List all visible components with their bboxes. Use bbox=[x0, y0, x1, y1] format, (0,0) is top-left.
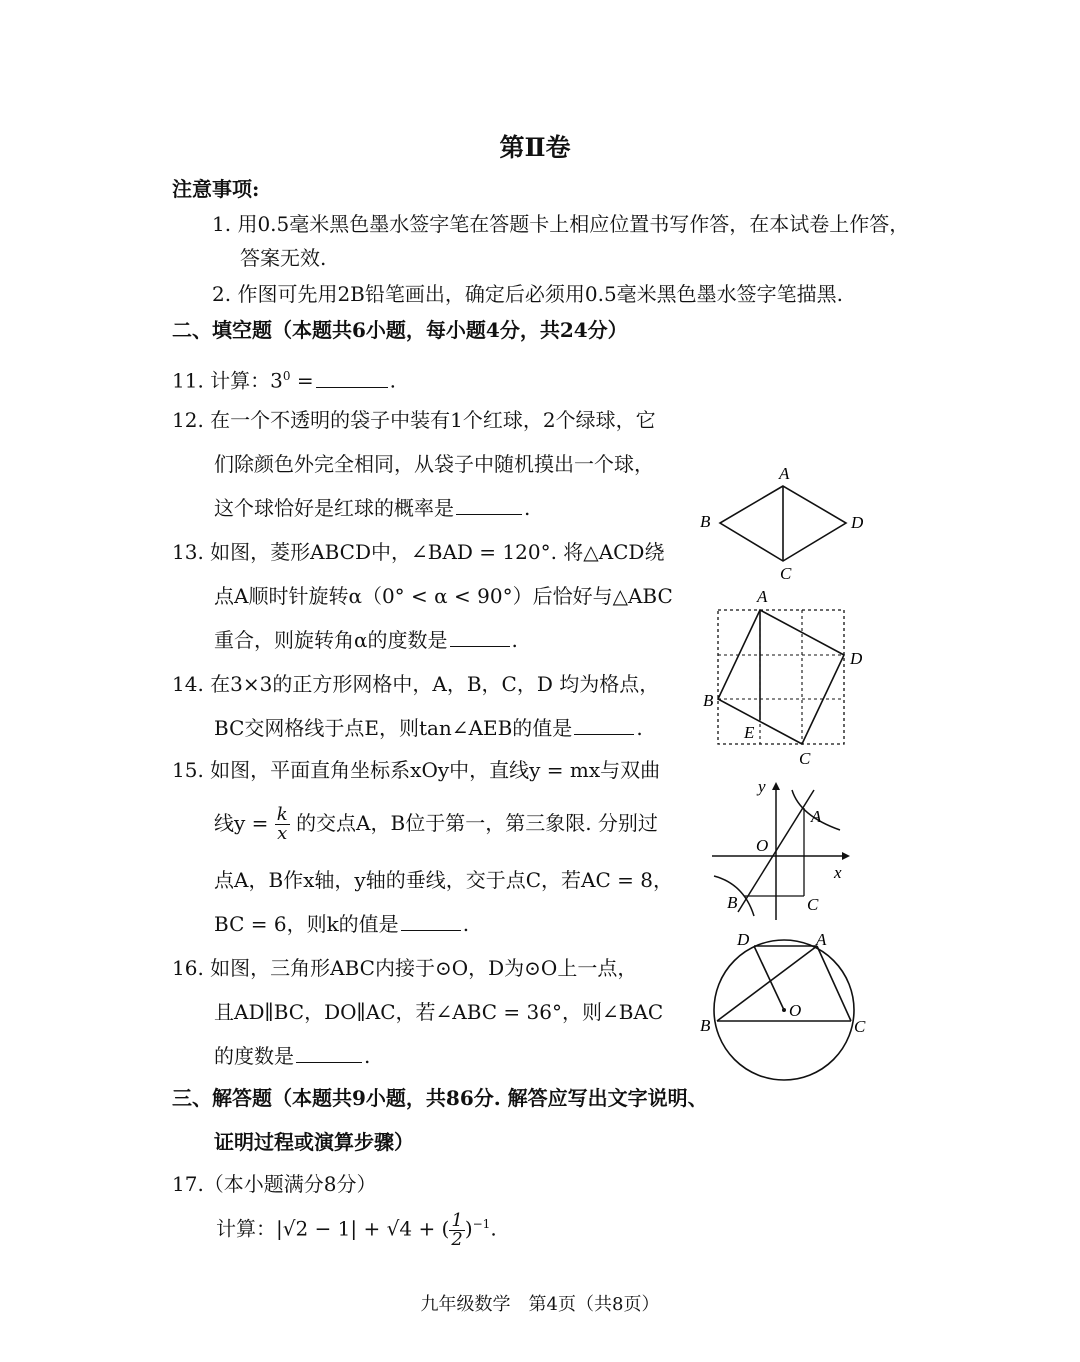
coord-label-b: B bbox=[727, 893, 738, 912]
q15-line-1: 15. 如图，平面直角坐标系xOy中，直线y = mx与双曲 bbox=[172, 758, 661, 782]
q14-answer-blank bbox=[574, 714, 634, 735]
q15-frac-den: x bbox=[277, 823, 288, 844]
q16-line-1: 16. 如图，三角形ABC内接于⊙O，D为⊙O上一点， bbox=[172, 956, 638, 980]
rhombus-label-b: B bbox=[700, 512, 711, 531]
q12-answer-blank bbox=[456, 494, 522, 515]
q12-line-2: 们除颜色外完全相同，从袋子中随机摸出一个球， bbox=[214, 452, 654, 476]
q11-answer-blank bbox=[316, 367, 388, 388]
q15-line-4-wrap: BC = 6，则k的值是 . bbox=[214, 912, 470, 936]
q17-fraction bbox=[449, 1209, 464, 1250]
q17-frac-num: 1 bbox=[451, 1209, 463, 1231]
q14-line-2: BC交网格线于点E，则tan∠AEB的值是 bbox=[214, 716, 573, 740]
grid-label-a: A bbox=[757, 587, 768, 606]
q13-line-1: 13. 如图，菱形ABCD中，∠BAD = 120°. 将△ACD绕 bbox=[172, 540, 665, 564]
chord-ab bbox=[717, 946, 817, 1021]
q13-line-3-wrap: 重合，则旋转角α的度数是 . bbox=[214, 628, 518, 652]
q15-line-4: BC = 6，则k的值是 bbox=[214, 912, 399, 936]
note-1-line-1: 1. 用0.5毫米黑色墨水签字笔在答题卡上相应位置书写作答，在本试卷上作答， bbox=[212, 212, 910, 236]
q11-exponent: 0 bbox=[282, 369, 291, 383]
rhombus-label-c: C bbox=[780, 564, 792, 583]
q15-line-2-post: 的交点A，B位于第一，第三象限. 分别过 bbox=[296, 811, 658, 835]
rhombus-figure bbox=[690, 455, 880, 590]
q13-line-3: 重合，则旋转角α的度数是 bbox=[214, 628, 448, 652]
q17-expr-suffix: . bbox=[490, 1216, 497, 1241]
q15-answer-blank bbox=[401, 910, 461, 931]
q14-line-2-wrap: BC交网格线于点E，则tan∠AEB的值是 . bbox=[214, 716, 643, 740]
q16-answer-blank bbox=[296, 1042, 362, 1063]
circle-figure bbox=[695, 925, 880, 1090]
section-3-heading-line-2: 证明过程或演算步骤） bbox=[214, 1130, 414, 1154]
q12-line-1: 12. 在一个不透明的袋子中装有1个红球，2个绿球，它 bbox=[172, 408, 656, 432]
grid-label-c: C bbox=[799, 749, 811, 768]
note-1-line-2: 答案无效. bbox=[240, 246, 327, 270]
circle-label-c: C bbox=[854, 1017, 866, 1036]
q15-line-2 bbox=[214, 806, 658, 843]
y-axis-arrow bbox=[772, 782, 780, 790]
q13-answer-blank bbox=[450, 626, 510, 647]
grid-label-e: E bbox=[744, 723, 755, 742]
q11-prefix: 11. 计算：3 bbox=[172, 368, 283, 393]
page-title: 第Ⅱ卷 bbox=[499, 133, 571, 162]
section-3-heading-line-1: 三、解答题（本题共9小题，共86分. 解答应写出文字说明、 bbox=[172, 1086, 708, 1110]
segment-do bbox=[754, 946, 784, 1010]
circle-label-b: B bbox=[700, 1016, 711, 1035]
coord-label-c: C bbox=[807, 895, 819, 914]
coord-label-y: y bbox=[758, 777, 766, 796]
q16-line-2: 且AD∥BC，DO∥AC，若∠ABC = 36°，则∠BAC bbox=[214, 1000, 664, 1024]
q14-line-1: 14. 在3×3的正方形网格中，A，B，C，D 均为格点， bbox=[172, 672, 660, 696]
q15-fraction bbox=[275, 806, 290, 843]
coord-label-a: A bbox=[811, 807, 822, 826]
q11-suffix: = bbox=[290, 368, 314, 393]
q12-line-3-wrap: 这个球恰好是红球的概率是 . bbox=[214, 496, 531, 520]
grid-quadrilateral bbox=[718, 610, 844, 744]
circle-label-d: D bbox=[737, 930, 750, 949]
grid-border bbox=[718, 610, 844, 744]
q17-expression: 计算：|√2 − 1| + √4 + ( $\frac{1}{2}$ )$^{-1}$. bbox=[216, 1209, 497, 1250]
q15-line-2-pre: 线y = bbox=[214, 811, 269, 835]
x-axis-arrow bbox=[842, 852, 850, 860]
question-11: 11. 计算：$3^0$ = . bbox=[172, 368, 397, 393]
rhombus-label-d: D bbox=[851, 513, 864, 532]
grid-label-b: B bbox=[703, 691, 714, 710]
grid-figure bbox=[695, 585, 880, 770]
note-2: 2. 作图可先用2B铅笔画出，确定后必须用0.5毫米黑色墨水签字笔描黑. bbox=[212, 282, 844, 306]
center-point bbox=[782, 1008, 786, 1012]
q16-line-3-wrap: 的度数是 . bbox=[214, 1044, 371, 1068]
q17-heading: 17.（本小题满分8分） bbox=[172, 1172, 377, 1196]
q13-line-2: 点A顺时针旋转α（0° < α < 90°）后恰好与△ABC bbox=[214, 584, 673, 608]
chord-ac bbox=[817, 946, 851, 1021]
circle-label-o: O bbox=[789, 1001, 802, 1020]
q17-exponent: −1 bbox=[472, 1217, 491, 1231]
section-2-heading: 二、填空题（本题共6小题，每小题4分，共24分） bbox=[172, 318, 628, 342]
q16-line-3: 的度数是 bbox=[214, 1044, 294, 1068]
coord-label-o: O bbox=[756, 836, 769, 855]
q12-line-3: 这个球恰好是红球的概率是 bbox=[214, 496, 454, 520]
q15-line-3: 点A，B作x轴，y轴的垂线，交于点C，若AC = 8， bbox=[214, 868, 673, 892]
circle-label-a: A bbox=[816, 930, 827, 949]
rhombus-label-a: A bbox=[779, 464, 790, 483]
q17-expr-prefix: 计算：|√2 − 1| + √4 + ( bbox=[216, 1216, 450, 1241]
q17-frac-den: 2 bbox=[451, 1228, 463, 1250]
q15-frac-num: k bbox=[276, 804, 288, 825]
page-footer: 九年级数学 第4页（共8页） bbox=[420, 1294, 660, 1315]
grid-label-d: D bbox=[850, 649, 863, 668]
notes-heading: 注意事项: bbox=[172, 177, 260, 201]
coord-label-x: x bbox=[834, 863, 842, 882]
coordinate-figure bbox=[700, 772, 880, 922]
